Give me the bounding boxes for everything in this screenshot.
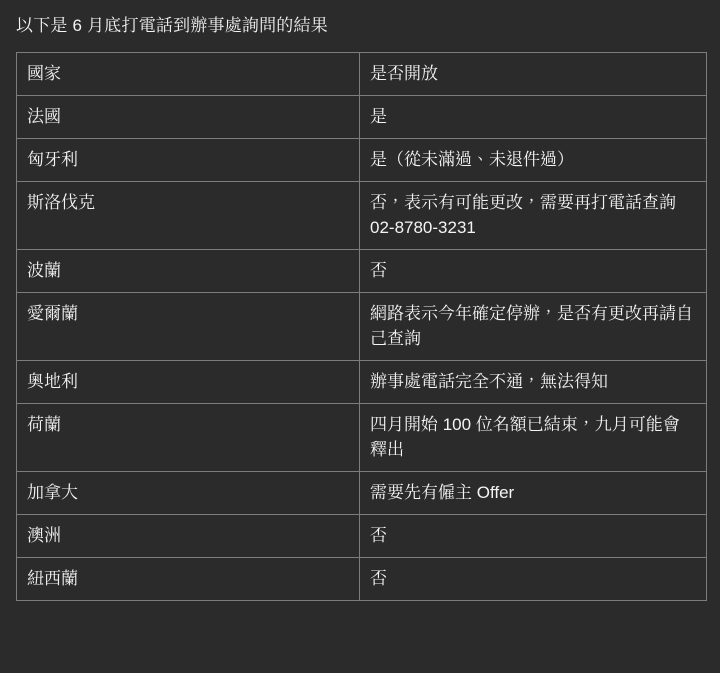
country-label: 法國 <box>27 107 61 126</box>
table-cell-status <box>360 293 707 361</box>
country-label: 加拿大 <box>27 483 78 502</box>
table-header-country <box>17 53 360 96</box>
table-row <box>17 139 707 182</box>
table-cell-status <box>360 404 707 472</box>
table-cell-status <box>360 250 707 293</box>
country-label: 匈牙利 <box>27 150 78 169</box>
country-label: 紐西蘭 <box>27 569 78 588</box>
table-row <box>17 404 707 472</box>
table-cell-status <box>360 96 707 139</box>
table-row <box>17 250 707 293</box>
table-cell-country <box>17 404 360 472</box>
table-cell-status <box>360 472 707 515</box>
country-label: 波蘭 <box>27 261 61 280</box>
status-label: 是 <box>370 107 387 126</box>
table-row <box>17 96 707 139</box>
status-label: 否，表示有可能更改，需要再打電話查詢 02-8780-3231 <box>370 193 681 237</box>
table-row <box>17 515 707 558</box>
table-header-status <box>360 53 707 96</box>
table-row <box>17 182 707 250</box>
table-header-row <box>17 53 707 96</box>
country-label: 奧地利 <box>27 372 78 391</box>
status-label: 需要先有僱主 Offer <box>370 483 515 502</box>
status-label: 否 <box>370 261 387 280</box>
table-cell-country <box>17 515 360 558</box>
table-cell-country <box>17 250 360 293</box>
table-header-country-label: 國家 <box>27 64 61 83</box>
country-label: 荷蘭 <box>27 415 61 434</box>
status-label: 辦事處電話完全不通，無法得知 <box>370 372 608 391</box>
status-label: 否 <box>370 526 387 545</box>
table-cell-country <box>17 96 360 139</box>
status-label: 是（從未滿過、未退件過） <box>370 150 574 169</box>
country-label: 愛爾蘭 <box>27 304 78 323</box>
table-cell-country <box>17 361 360 404</box>
status-label: 四月開始 100 位名額已結束，九月可能會釋出 <box>370 415 680 459</box>
table-cell-status <box>360 361 707 404</box>
table-row <box>17 472 707 515</box>
country-label: 澳洲 <box>27 526 61 545</box>
status-label: 網路表示今年確定停辦，是否有更改再請自己查詢 <box>370 304 693 348</box>
table-cell-status <box>360 558 707 601</box>
table-header-status-label: 是否開放 <box>370 64 438 83</box>
table-cell-status <box>360 515 707 558</box>
table-cell-country <box>17 139 360 182</box>
country-status-table <box>16 52 707 601</box>
page-title: 以下是 6 月底打電話到辦事處詢問的結果 <box>16 16 328 35</box>
country-label: 斯洛伐克 <box>27 193 95 212</box>
table-row <box>17 361 707 404</box>
table-cell-status <box>360 182 707 250</box>
table-row <box>17 558 707 601</box>
table-cell-country <box>17 558 360 601</box>
table-cell-country <box>17 472 360 515</box>
table-cell-status <box>360 139 707 182</box>
table-row <box>17 293 707 361</box>
table-cell-country <box>17 293 360 361</box>
table-body <box>17 53 707 601</box>
table-cell-country <box>17 182 360 250</box>
status-label: 否 <box>370 569 387 588</box>
